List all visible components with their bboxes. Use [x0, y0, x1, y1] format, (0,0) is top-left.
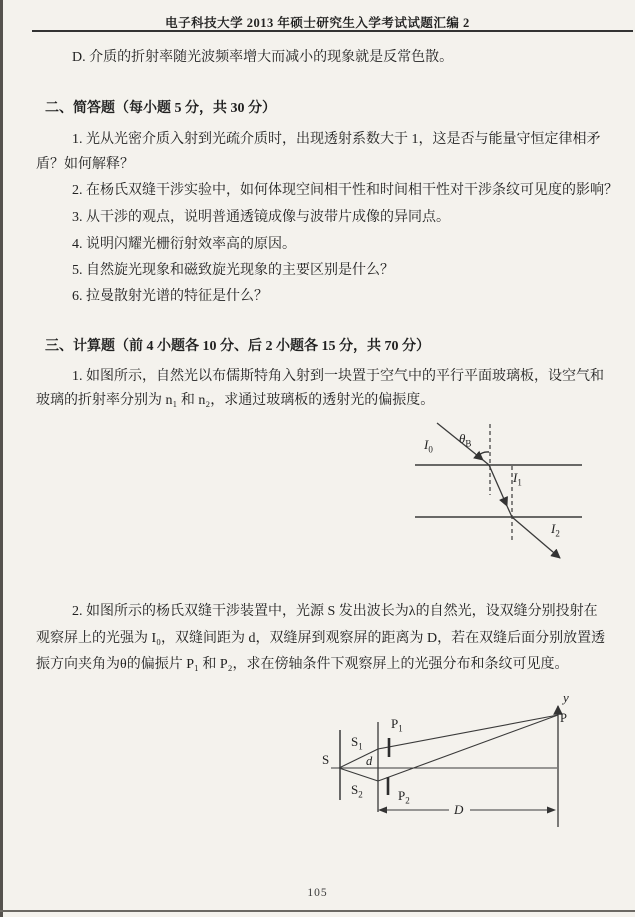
label-polarizer-p1: $P_1$ — [391, 716, 403, 734]
refracted-ray-tip — [507, 506, 512, 517]
section2-q5: 5. 自然旋光现象和磁致旋光现象的主要区别是什么？ — [72, 263, 394, 278]
refracted-ray — [489, 465, 507, 506]
section2-q1-line2: 盾？如何解释？ — [36, 157, 134, 172]
section2-heading: 二、简答题（每小题 5 分，共 30 分） — [45, 101, 276, 116]
section2-q6: 6. 拉曼散射光谱的特征是什么？ — [72, 289, 268, 304]
incidence-angle-arc — [478, 452, 489, 456]
section2-q2: 2. 在杨氏双缝干涉实验中，如何体现空间相干性和时间相干性对干涉条纹可见度的影响？ — [72, 183, 618, 198]
option-d-text: D. 介质的折射率随光波频率增大而减小的现象就是反常色散。 — [72, 50, 454, 65]
label-point-p: P — [560, 711, 567, 725]
label-source-s: S — [322, 752, 330, 767]
figure-double-slit-polarizers — [318, 690, 583, 845]
label-distance-d: D — [454, 802, 464, 817]
label-slit-s2: $S_2$ — [351, 782, 363, 800]
ray-slit2-to-p — [378, 715, 558, 781]
page-number: 105 — [307, 887, 328, 899]
label-y-axis: y — [563, 690, 569, 705]
page-header-title: 电子科技大学 2013 年硕士研究生入学考试试题汇编 2 — [165, 16, 470, 30]
section3-q2-line2: 观察屏上的光强为 I₀，双缝间距为 d，双缝屏到观察屏的距离为 D，若在双缝后面分别放置透 — [36, 631, 606, 646]
section3-q2-line3: 振方向夹角为θ的偏振片 P₁ 和 P₂，求在傍轴条件下观察屏上的光强分布和条纹可见度。 — [36, 657, 569, 672]
ray-slit1-to-p — [378, 715, 558, 749]
label-slit-s1: $S_1$ — [351, 734, 363, 752]
label-theta-b: $\theta_B$ — [459, 431, 472, 449]
section3-q1-line2: 玻璃的折射率分别为 n₁ 和 n₂，求通过玻璃板的透射光的偏振度。 — [36, 393, 435, 408]
section2-q4: 4. 说明闪耀光栅衍射效率高的原因。 — [72, 237, 296, 252]
label-i1: $I_1$ — [513, 470, 522, 488]
section2-q1-line1: 1. 光从光密介质入射到光疏介质时，出现透射系数大于 1，这是否与能量守恒定律相矛 — [72, 132, 601, 147]
section3-heading: 三、计算题（前 4 小题各 10 分、后 2 小题各 15 分，共 70 分） — [45, 339, 430, 354]
section3-q2-line1: 2. 如图所示的杨氏双缝干涉装置中，光源 S 发出波长为λ的自然光，设双缝分别投射在 — [72, 604, 598, 619]
section2-q3: 3. 从干涉的观点，说明普通透镜成像与波带片成像的异同点。 — [72, 210, 450, 225]
label-i2: $I_2$ — [551, 521, 560, 539]
label-i0: $I_0$ — [424, 437, 433, 455]
label-slit-gap-d: d — [366, 754, 373, 768]
figure-brewster-glass-plate — [398, 416, 603, 571]
scan-left-edge — [0, 0, 3, 917]
bottom-border — [0, 910, 635, 912]
ray-source-to-slit2 — [339, 768, 378, 781]
label-polarizer-p2: $P_2$ — [398, 788, 410, 806]
header-divider — [32, 30, 633, 32]
section3-q1-line1: 1. 如图所示，自然光以布儒斯特角入射到一块置于空气中的平行平面玻璃板，设空气和 — [72, 369, 604, 384]
